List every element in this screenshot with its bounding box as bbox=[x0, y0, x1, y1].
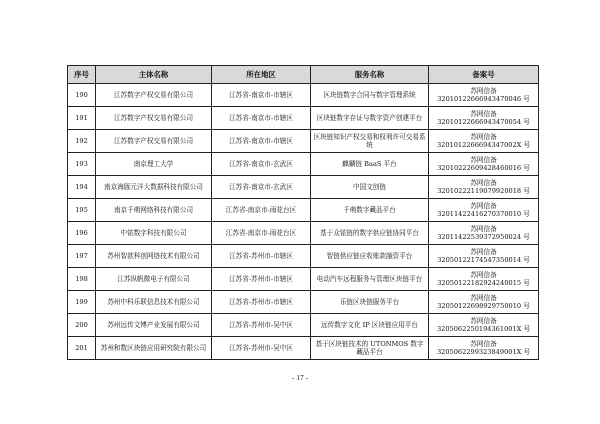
row-region: 江苏省-南京市-市辖区 bbox=[212, 130, 311, 153]
row-record bbox=[429, 153, 539, 176]
record-prefix: 苏网信备 bbox=[470, 224, 497, 233]
row-region: 江苏省-南京市-雨花台区 bbox=[212, 199, 311, 222]
row-region: 江苏省-苏州市-市辖区 bbox=[212, 245, 311, 268]
record-number: 3205062250194361001X 号 bbox=[436, 325, 531, 333]
table-row bbox=[68, 268, 539, 291]
record-number: 32010222609428460016 号 bbox=[437, 164, 530, 172]
row-record bbox=[429, 84, 539, 107]
table-row bbox=[68, 291, 539, 314]
record-number: 32010122666943470046 号 bbox=[437, 95, 530, 103]
record-prefix: 苏网信备 bbox=[470, 270, 497, 279]
row-service: 智链供应链应收账款融资平台 bbox=[311, 245, 429, 268]
row-entity: 苏州和数区块链应用研究院有限公司 bbox=[96, 337, 212, 360]
record-number: 3201012266694347002X 号 bbox=[436, 141, 531, 149]
record-prefix: 苏网信备 bbox=[470, 293, 497, 302]
registration-table bbox=[67, 65, 539, 360]
table-row bbox=[68, 153, 539, 176]
record-number: 32010122666943470054 号 bbox=[437, 118, 530, 126]
header-region: 所在地区 bbox=[212, 66, 311, 84]
header-seq: 序号 bbox=[68, 66, 96, 84]
row-service: 中国文创链 bbox=[311, 176, 429, 199]
row-region: 江苏省-南京市-玄武区 bbox=[212, 176, 311, 199]
row-region: 江苏省-苏州市-市辖区 bbox=[212, 268, 311, 291]
row-service: 区块链知识产权交易和权利许可交易系统 bbox=[311, 130, 429, 153]
record-prefix: 苏网信备 bbox=[470, 86, 497, 95]
row-record bbox=[429, 245, 539, 268]
row-record bbox=[429, 268, 539, 291]
row-seq: 195 bbox=[68, 199, 96, 222]
row-service: 乐链区块链服务平台 bbox=[311, 291, 429, 314]
row-entity: 苏州中科乐联信息技术有限公司 bbox=[96, 291, 212, 314]
row-record bbox=[429, 107, 539, 130]
record-number: 32050122174547350014 号 bbox=[437, 256, 530, 264]
table-row bbox=[68, 245, 539, 268]
header-entity: 主体名称 bbox=[96, 66, 212, 84]
row-record bbox=[429, 199, 539, 222]
row-service: 麒麟链 BaaS 平台 bbox=[311, 153, 429, 176]
row-region: 江苏省-苏州市-吴中区 bbox=[212, 314, 311, 337]
table-row bbox=[68, 84, 539, 107]
row-entity: 南京海豚元洋大数据科技有限公司 bbox=[96, 176, 212, 199]
table-row bbox=[68, 107, 539, 130]
record-prefix: 苏网信备 bbox=[470, 316, 497, 325]
row-entity: 江苏数字产权交易有限公司 bbox=[96, 84, 212, 107]
row-seq: 198 bbox=[68, 268, 96, 291]
row-record bbox=[429, 130, 539, 153]
record-number: 32010222119079920018 号 bbox=[437, 187, 530, 195]
row-seq: 199 bbox=[68, 291, 96, 314]
record-number: 32011422539372950024 号 bbox=[437, 233, 530, 241]
row-record bbox=[429, 314, 539, 337]
table-row bbox=[68, 130, 539, 153]
row-entity: 南京理工大学 bbox=[96, 153, 212, 176]
record-prefix: 苏网信备 bbox=[470, 155, 497, 164]
row-entity: 江苏数字产权交易有限公司 bbox=[96, 107, 212, 130]
table-row bbox=[68, 176, 539, 199]
row-seq: 196 bbox=[68, 222, 96, 245]
header-record: 备案号 bbox=[429, 66, 539, 84]
header-service: 服务名称 bbox=[311, 66, 429, 84]
row-region: 江苏省-南京市-雨花台区 bbox=[212, 222, 311, 245]
row-entity: 南京千萌网络科技有限公司 bbox=[96, 199, 212, 222]
row-record bbox=[429, 291, 539, 314]
row-entity: 江苏数字产权交易有限公司 bbox=[96, 130, 212, 153]
table-row bbox=[68, 222, 539, 245]
row-region: 江苏省-苏州市-市辖区 bbox=[212, 291, 311, 314]
row-region: 江苏省-苏州市-吴中区 bbox=[212, 337, 311, 360]
record-prefix: 苏网信备 bbox=[470, 178, 497, 187]
row-seq: 190 bbox=[68, 84, 96, 107]
record-number: 3205062299323849001X 号 bbox=[436, 348, 531, 356]
row-service: 远传数字文化 IP 区块链应用平台 bbox=[311, 314, 429, 337]
row-service: 区块链数字存证与数字资产创建平台 bbox=[311, 107, 429, 130]
row-entity: 中铱数字科技有限公司 bbox=[96, 222, 212, 245]
row-service: 基于众铱链的数字供应链协同平台 bbox=[311, 222, 429, 245]
table-row bbox=[68, 337, 539, 360]
page-number: - 17 - bbox=[291, 373, 309, 382]
row-entity: 江苏纵帆微电子有限公司 bbox=[96, 268, 212, 291]
row-service: 千萌数字藏品平台 bbox=[311, 199, 429, 222]
record-prefix: 苏网信备 bbox=[470, 247, 497, 256]
record-prefix: 苏网信备 bbox=[470, 132, 497, 141]
row-seq: 200 bbox=[68, 314, 96, 337]
record-number: 32050122698929750010 号 bbox=[437, 302, 530, 310]
row-seq: 201 bbox=[68, 337, 96, 360]
record-number: 32050122182924240015 号 bbox=[437, 279, 530, 287]
row-region: 江苏省-南京市-玄武区 bbox=[212, 153, 311, 176]
record-prefix: 苏网信备 bbox=[470, 109, 497, 118]
table-body bbox=[68, 84, 539, 360]
record-prefix: 苏网信备 bbox=[470, 201, 497, 210]
row-seq: 191 bbox=[68, 107, 96, 130]
row-seq: 194 bbox=[68, 176, 96, 199]
row-record bbox=[429, 222, 539, 245]
row-record bbox=[429, 176, 539, 199]
row-seq: 197 bbox=[68, 245, 96, 268]
row-region: 江苏省-南京市-市辖区 bbox=[212, 107, 311, 130]
row-seq: 192 bbox=[68, 130, 96, 153]
row-service: 基于区块链技术的 UTONMOS 数字藏品平台 bbox=[311, 337, 429, 360]
record-number: 32011422416270370010 号 bbox=[437, 210, 530, 218]
row-service: 电动汽车远程服务与管理区块链平台 bbox=[311, 268, 429, 291]
table-row bbox=[68, 314, 539, 337]
row-region: 江苏省-南京市-市辖区 bbox=[212, 84, 311, 107]
table-header-row bbox=[68, 66, 539, 84]
row-entity: 苏州智歆科创网络技术有限公司 bbox=[96, 245, 212, 268]
row-service: 区块链数字合同与数字管理系统 bbox=[311, 84, 429, 107]
table-row bbox=[68, 199, 539, 222]
row-seq: 193 bbox=[68, 153, 96, 176]
record-prefix: 苏网信备 bbox=[470, 339, 497, 348]
row-entity: 苏州远传文博产业发展有限公司 bbox=[96, 314, 212, 337]
row-record bbox=[429, 337, 539, 360]
